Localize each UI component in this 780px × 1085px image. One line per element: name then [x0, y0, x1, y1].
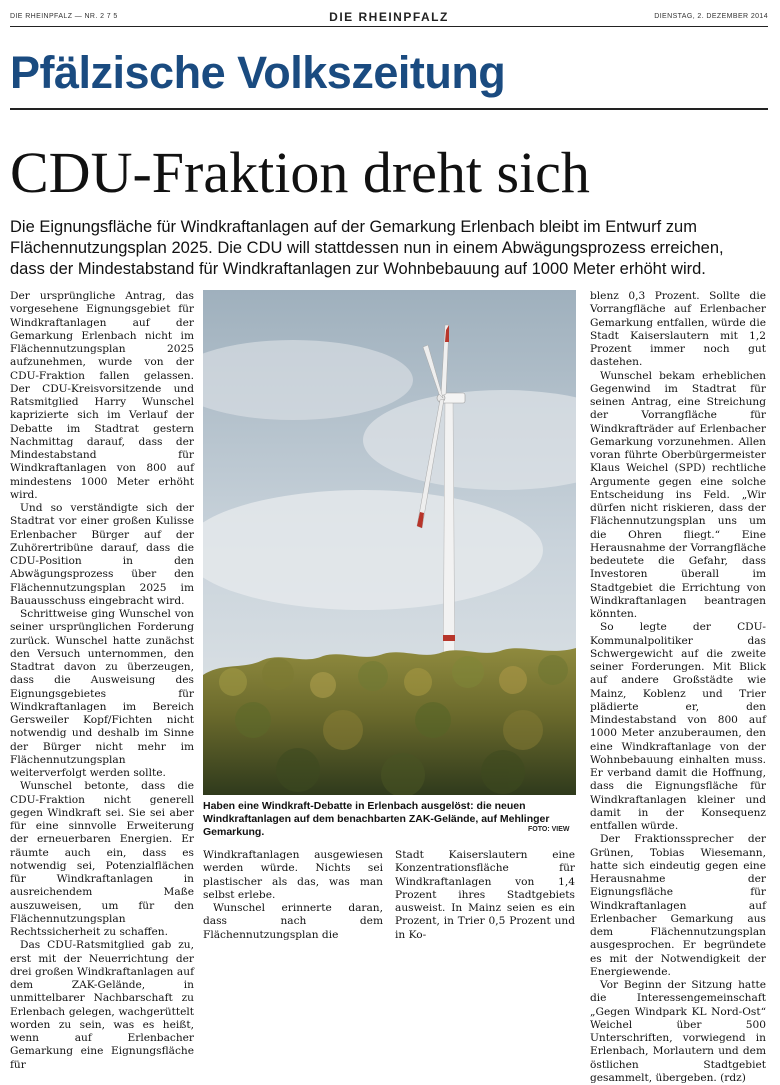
- lead-line: Flächennutzungsplan 2025. Die CDU will stattdessen nun in einem Abwägungsprozess erreichen,: [10, 239, 724, 257]
- wind-turbine-photo: [203, 290, 576, 795]
- article-column-4: [590, 290, 766, 1085]
- section-title: Pfälzische Volkszeitung: [10, 47, 506, 98]
- paragraph: blenz 0,3 Prozent. Sollte die Vorrangfläche auf Erlenbacher Gemarkung entfallen, würde die Stadt Kaiserslautern mit 1,2 Prozent immer noch gut dastehen.: [590, 290, 766, 369]
- issue-info: DIE RHEINPFALZ — NR. 2 7 5: [10, 13, 118, 20]
- paragraph: Wunschel betonte, dass die CDU-Fraktion nicht generell gegen Windkraft sei. Sie sei aber für eine sinnvolle Erweiterung der erneuerbaren Energien. Er räumte auch ein, dass es notwendig sei, Potenzialflächen für Windkraftanlagen in ausreichendem Maße auszuweisen, um für den Flächennutzungsplan Rechtssicherheit zu schaffen.: [10, 780, 194, 938]
- paragraph: So legte der CDU-Kommunalpolitiker das Schwergewicht auf die zweite seiner Forderungen. Mit Blick auf andere Großstädte wie Mainz, Koblenz und Trier plädierte er, den Mindestabstand von 800 auf 1000 Meter anzuberaumen, den eine Windkraftanlage von der Wohnbebauung einhalten muss. Er verband damit die Hoffnung, dass die Eignungsfläche für Windkraftanlagen kleiner und damit in der Konsequenz entfallen würde.: [590, 621, 766, 832]
- paragraph: Wunschel bekam erheblichen Gegenwind im Stadtrat für seinen Antrag, eine Streichung der Vorrangfläche für Windkrafträder auf Erlenbacher Gemarkung vorzunehmen. Allen voran führte Oberbürgermeister Klaus Weichel (SPD) rechtliche Argumente gegen eine solche Entscheidung ins Feld. „Wir dürfen nicht riskieren, dass der Flächennutzungsplan uns um die Ohren fliegt.“ Eine Herausnahme der Vorrangfläche bedeutete die Gefahr, dass Investoren überall im Stadtgebiet die Errichtung von Windkraftanlagen beantragen könnten.: [590, 369, 766, 620]
- article-column-3: [395, 849, 575, 942]
- photo-credit: FOTO: VIEW: [528, 826, 570, 833]
- headline: CDU-Fraktion dreht sich: [10, 140, 590, 205]
- lead-line: Die Eignungsfläche für Windkraftanlagen auf der Gemarkung Erlenbach bleibt im Entwurf zum: [10, 218, 697, 236]
- masthead-bar: [10, 10, 768, 24]
- issue-date: DIENSTAG, 2. DEZEMBER 2014: [654, 13, 768, 20]
- photo-caption: Haben eine Windkraft-Debatte in Erlenbach ausgelöst: die neuen Windkraftanlagen auf dem benachbarten ZAK-Gelände, auf Mehlinger Gemarkung.: [203, 800, 550, 838]
- lead-line: dass der Mindestabstand für Windkraftanlagen zur Wohnbebauung auf 1000 Meter erhöht wird.: [10, 260, 706, 278]
- article-column-2: [203, 849, 383, 942]
- top-rule: [10, 26, 768, 27]
- newspaper-name: DIE RHEINPFALZ: [329, 10, 449, 24]
- paragraph: Vor Beginn der Sitzung hatte die Interessengemeinschaft „Gegen Windpark KL Nord-Ost“ Weichel über 500 Unterschriften, vorwiegend in Erlenbach, Morlautern und dem östlichen Stadtgebiet gesammelt, übergeben. (rdz): [590, 979, 766, 1084]
- paragraph: Windkraftanlagen ausgewiesen werden würde. Nichts sei plastischer als das, was man selbst erlebe.: [203, 849, 383, 901]
- paragraph: Stadt Kaiserslautern eine Konzentrationsfläche für Windkraftanlagen von 1,4 Prozent ihres Stadtgebiets ausweist. In Mainz seien es ein Prozent, in Trier 0,5 Prozent und in Ko-: [395, 849, 575, 941]
- paragraph: Das CDU-Ratsmitglied gab zu, erst mit der Neuerrichtung der drei großen Windkraftanlagen auf dem ZAK-Gelände, in unmittelbarer Nachbarschaft zu Erlenbach gelegen, wachgerüttelt worden zu sein, was es heißt, wenn auf Erlenbacher Gemarkung eine Eignungsfläche für: [10, 939, 194, 1071]
- paragraph: Der Fraktionssprecher der Grünen, Tobias Wiesemann, hatte sich eindeutig gegen eine Herausnahme der Eignungsfläche für Windkraftanlagen auf Erlenbacher Gemarkung aus dem Flächennutzungsplan ausgesprochen. Er begründete es mit der Notwendigkeit der Energiewende.: [590, 833, 766, 978]
- paragraph: Wunschel erinnerte daran, dass nach dem Flächennutzungsplan die: [203, 902, 383, 941]
- paragraph: Der ursprüngliche Antrag, das vorgesehene Eignungsgebiet für Windkraftanlagen auf der Gemarkung Erlenbach nicht im Flächennutzungsplan 2025 aufzunehmen, wurde von der CDU-Fraktion fallen gelassen. Der CDU-Kreisvorsitzende und Ratsmitglied Harry Wunschel kaprizierte sich im Verlauf der Debatte im Stadtrat gestern Nachmittag darauf, dass der Mindestabstand für Windkraftanlagen von 800 auf mindestens 1000 Meter erhöht wird.: [10, 290, 194, 501]
- paragraph: Und so verständigte sich der Stadtrat vor einer großen Kulisse Erlenbacher Bürger auf der Zuhörertribüne darauf, dass die CDU-Position in den Abwägungsprozess über den Flächennutzungsplan 2025 im Bauausschuss eingebracht wird.: [10, 502, 194, 607]
- article-column-1: [10, 290, 194, 1072]
- paragraph: Schrittweise ging Wunschel von seiner ursprünglichen Forderung zurück. Wunschel hatte zunächst den Versuch unternommen, den Stadtrat davon zu überzeugen, dass die Ausweisung des Eignungsgebietes für Windkraftanlagen im Bereich Gersweiler Kopf/Fichten nicht notwendig und deshalb im Sinne der Bürger nicht mehr im Flächennutzungsplan weiterverfolgt werden sollte.: [10, 608, 194, 779]
- section-rule: [10, 108, 768, 110]
- lead-paragraph: [10, 217, 766, 280]
